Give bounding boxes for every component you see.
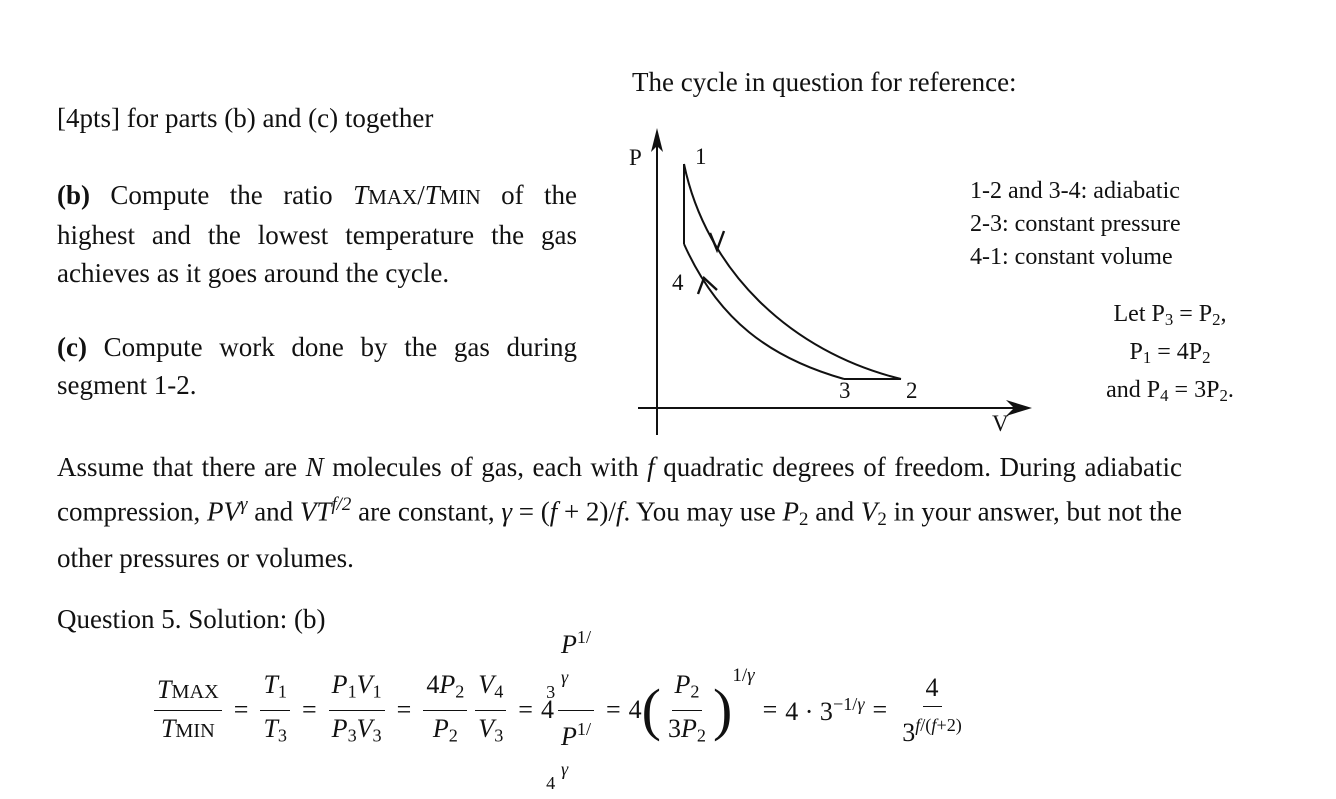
- frac-t1-t3: $\frac{T_1}{T_3}$: [260, 669, 290, 751]
- label-v: V: [992, 411, 1009, 436]
- part-c-text: Compute work done by the gas during segment 1-2.: [57, 332, 577, 400]
- part-c-label: (c): [57, 332, 87, 362]
- legend-line-2: 2-3: constant pressure: [970, 211, 1181, 237]
- frac-p3-p4-gamma: $\frac{P^{1/\gamma}_3}{P^{1/\gamma}_4}$: [558, 621, 594, 799]
- let-line-2: $P_1 = 4P_2$: [1129, 339, 1211, 368]
- assumptions-paragraph: Assume that there are N molecules of gas, each with f quadratic degrees of freedom. During adiabatic compression, $PV^\gamma$ and $VT^{f/2}$ are constant, γ = (f + 2)/f. You may use $P_2$ and $V_2$ in your answer, but not the other pressures or volumes.: [57, 452, 1182, 574]
- frac-v4-v3: $\frac{V_4}{V_3}$: [475, 669, 506, 751]
- frac-p2-3p2: $\frac{P_2}{3P_2}$: [668, 669, 706, 746]
- part-c: [57, 328, 577, 404]
- segment-3-4: [684, 244, 844, 379]
- label-point-4: 4: [672, 270, 684, 295]
- solution-equation: $\frac{\text{TMAX}}{\text{TMIN}}$ = $\frac{T_1}{T_3}$ = $\frac{P_1V_1}{P_3V_3}$ = $\frac{4P_2}{P_2}$ $\frac{V_4}{V_3}$ = 4 $\frac{P^{1/\gamma}_3}{P^{1/\gamma}_4}$ = 4 ( $\frac{P_2}{3P_2}$ ) 1/γ = $4 \cdot 3^{-1/\gamma}$ = $\frac{4}{3^{f/(f+2)}}$: [150, 665, 969, 755]
- pressure-relations: [1090, 298, 1250, 413]
- figure-title: The cycle in question for reference:: [632, 67, 1017, 97]
- label-p: P: [629, 145, 642, 170]
- let-line-1: Let $P_3 = P_2$,: [1113, 301, 1227, 330]
- points-note: [4pts] for parts (b) and (c) together: [57, 103, 434, 133]
- pv-diagram: [620, 120, 1050, 440]
- frac-p1v1-p3v3: $\frac{P_1V_1}{P_3V_3}$: [329, 669, 385, 751]
- figure-legend: [970, 175, 1181, 274]
- label-point-3: 3: [839, 378, 851, 403]
- let-line-3: and $P_4 = 3P_2$.: [1106, 377, 1234, 406]
- solution-heading: Question 5. Solution: (b): [57, 604, 326, 634]
- label-point-1: 1: [695, 144, 707, 169]
- legend-line-3: 4-1: constant volume: [970, 244, 1173, 270]
- frac-tmax-tmin: $\frac{\text{TMAX}}{\text{TMIN}}$: [154, 674, 222, 747]
- legend-line-1: 1-2 and 3-4: adiabatic: [970, 178, 1180, 204]
- frac-final: $\frac{4}{3^{f/(f+2)}}$: [902, 672, 962, 747]
- label-point-2: 2: [906, 378, 918, 403]
- part-b: [57, 176, 577, 292]
- part-b-label: (b): [57, 180, 90, 210]
- segment-1-2: [684, 164, 901, 379]
- part-b-text: Compute the ratio TMAX/TMIN of the highest and the lowest temperature the gas achieves as it goes around the cycle.: [57, 180, 577, 288]
- frac-4p2-p2: $\frac{4P_2}{P_2}$: [423, 669, 467, 751]
- arrow-down-1-2: [710, 231, 724, 250]
